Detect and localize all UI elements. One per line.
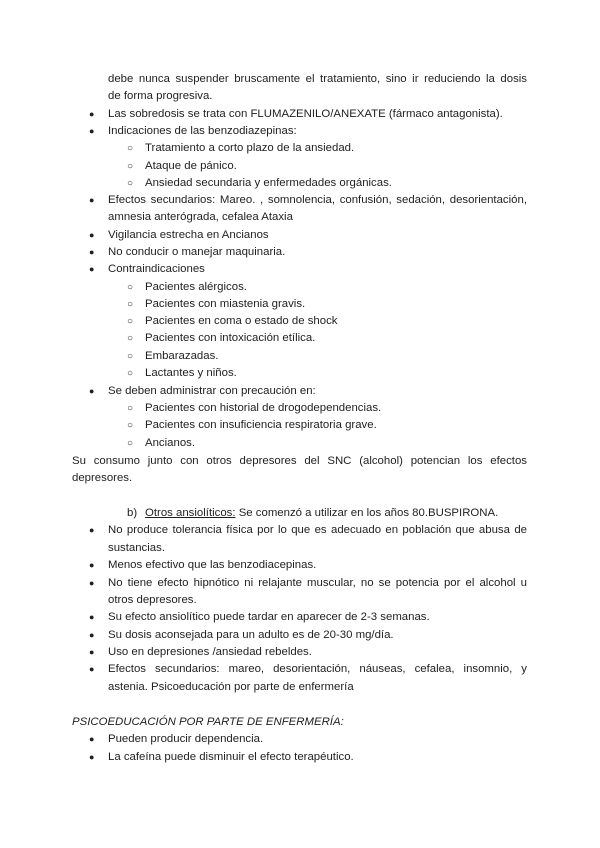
bullet-icon: ● [89, 752, 95, 762]
list-item: Su dosis aconsejada para un adulto es de 20-30 mg/día. [108, 629, 394, 641]
list-item: Tratamiento a corto plazo de la ansiedad. [145, 142, 355, 154]
sub-bullet-icon: ○ [127, 299, 134, 310]
list-item: Pacientes con historial de drogodependencias. [145, 402, 382, 414]
sub-bullet-icon: ○ [127, 316, 134, 327]
bullet-icon: ● [89, 734, 95, 744]
sub-bullet-icon: ○ [127, 333, 134, 344]
list-item: Las sobredosis se trata con FLUMAZENILO/ANEXATE (fármaco antagonista). [108, 108, 503, 120]
list-item: Ansiedad secundaria y enfermedades orgánicas. [145, 177, 392, 189]
paragraph: depresores. [72, 472, 133, 484]
list-item: Uso en depresiones /ansiedad rebeldes. [108, 646, 312, 658]
intro-line: debe nunca suspender bruscamente el tratamiento, sino ir reduciendo la dosis [108, 73, 527, 85]
section-marker: b) [127, 507, 138, 519]
list-item: No tiene efecto hipnótico ni relajante muscular, no se potencia por el alcohol u [108, 577, 527, 589]
paragraph: Su consumo junto con otros depresores del SNC (alcohol) potencian los efectos [72, 455, 527, 467]
bullet-icon: ● [89, 525, 95, 535]
list-item: Pueden producir dependencia. [108, 733, 264, 745]
section-subtitle: Se comenzó a utilizar en los años 80.BUSPIRONA. [235, 507, 499, 519]
sub-bullet-icon: ○ [127, 368, 134, 379]
list-item-continuation: sustancias. [108, 542, 165, 554]
bullet-icon: ● [89, 247, 95, 257]
list-item: Efectos secundarios: Mareo. , somnolencia, confusión, sedación, desorientación, [108, 194, 527, 206]
bullet-icon: ● [89, 560, 95, 570]
list-heading: Se deben administrar con precaución en: [108, 385, 316, 397]
sub-bullet-icon: ○ [127, 178, 134, 189]
sub-bullet-icon: ○ [127, 351, 134, 362]
bullet-icon: ● [89, 386, 95, 396]
list-item: Lactantes y niños. [145, 367, 237, 379]
bullet-icon: ● [89, 578, 95, 588]
list-item: Embarazadas. [145, 350, 219, 362]
list-item: Pacientes con miastenia gravis. [145, 298, 306, 310]
list-item: Efectos secundarios: mareo, desorientación, náuseas, cefalea, insomnio, y [108, 663, 527, 675]
bullet-icon: ● [89, 230, 95, 240]
sub-bullet-icon: ○ [127, 161, 134, 172]
list-item: Pacientes en coma o estado de shock [145, 315, 338, 327]
list-item: Pacientes alérgicos. [145, 281, 247, 293]
intro-line: de forma progresiva. [108, 90, 213, 102]
list-item: Vigilancia estrecha en Ancianos [108, 229, 269, 241]
list-item: No conducir o manejar maquinaria. [108, 246, 286, 258]
sub-bullet-icon: ○ [127, 143, 134, 154]
section-heading: PSICOEDUCACIÓN POR PARTE DE ENFERMERÍA: [72, 716, 344, 728]
bullet-icon: ● [89, 630, 95, 640]
list-item-continuation: astenia. Psicoeducación por parte de enfermería [108, 681, 354, 693]
bullet-icon: ● [89, 264, 95, 274]
list-item: Su efecto ansiolítico puede tardar en aparecer de 2-3 semanas. [108, 611, 430, 623]
list-item-continuation: amnesia anterógrada, cefalea Ataxia [108, 211, 293, 223]
list-item: Menos efectivo que las benzodiacepinas. [108, 559, 317, 571]
section-heading [145, 505, 498, 522]
list-item: Pacientes con insuficiencia respiratoria grave. [145, 419, 377, 431]
bullet-icon: ● [89, 126, 95, 136]
list-heading: Contraindicaciones [108, 263, 205, 275]
list-item: La cafeína puede disminuir el efecto terapéutico. [108, 751, 354, 763]
list-item: No produce tolerancia física por lo que es adecuado en población que abusa de [108, 524, 527, 536]
sub-bullet-icon: ○ [127, 403, 134, 414]
bullet-icon: ● [89, 647, 95, 657]
sub-bullet-icon: ○ [127, 438, 134, 449]
section-title: Otros ansiolíticos: [145, 507, 236, 519]
list-item: Ancianos. [145, 437, 196, 449]
bullet-icon: ● [89, 195, 95, 205]
bullet-icon: ● [89, 664, 95, 674]
sub-bullet-icon: ○ [127, 282, 134, 293]
list-item: Pacientes con intoxicación etílica. [145, 332, 316, 344]
list-item-continuation: otros depresores. [108, 594, 197, 606]
list-item: Ataque de pánico. [145, 160, 237, 172]
bullet-icon: ● [89, 612, 95, 622]
sub-bullet-icon: ○ [127, 420, 134, 431]
list-heading: Indicaciones de las benzodiazepinas: [108, 125, 297, 137]
bullet-icon: ● [89, 109, 95, 119]
